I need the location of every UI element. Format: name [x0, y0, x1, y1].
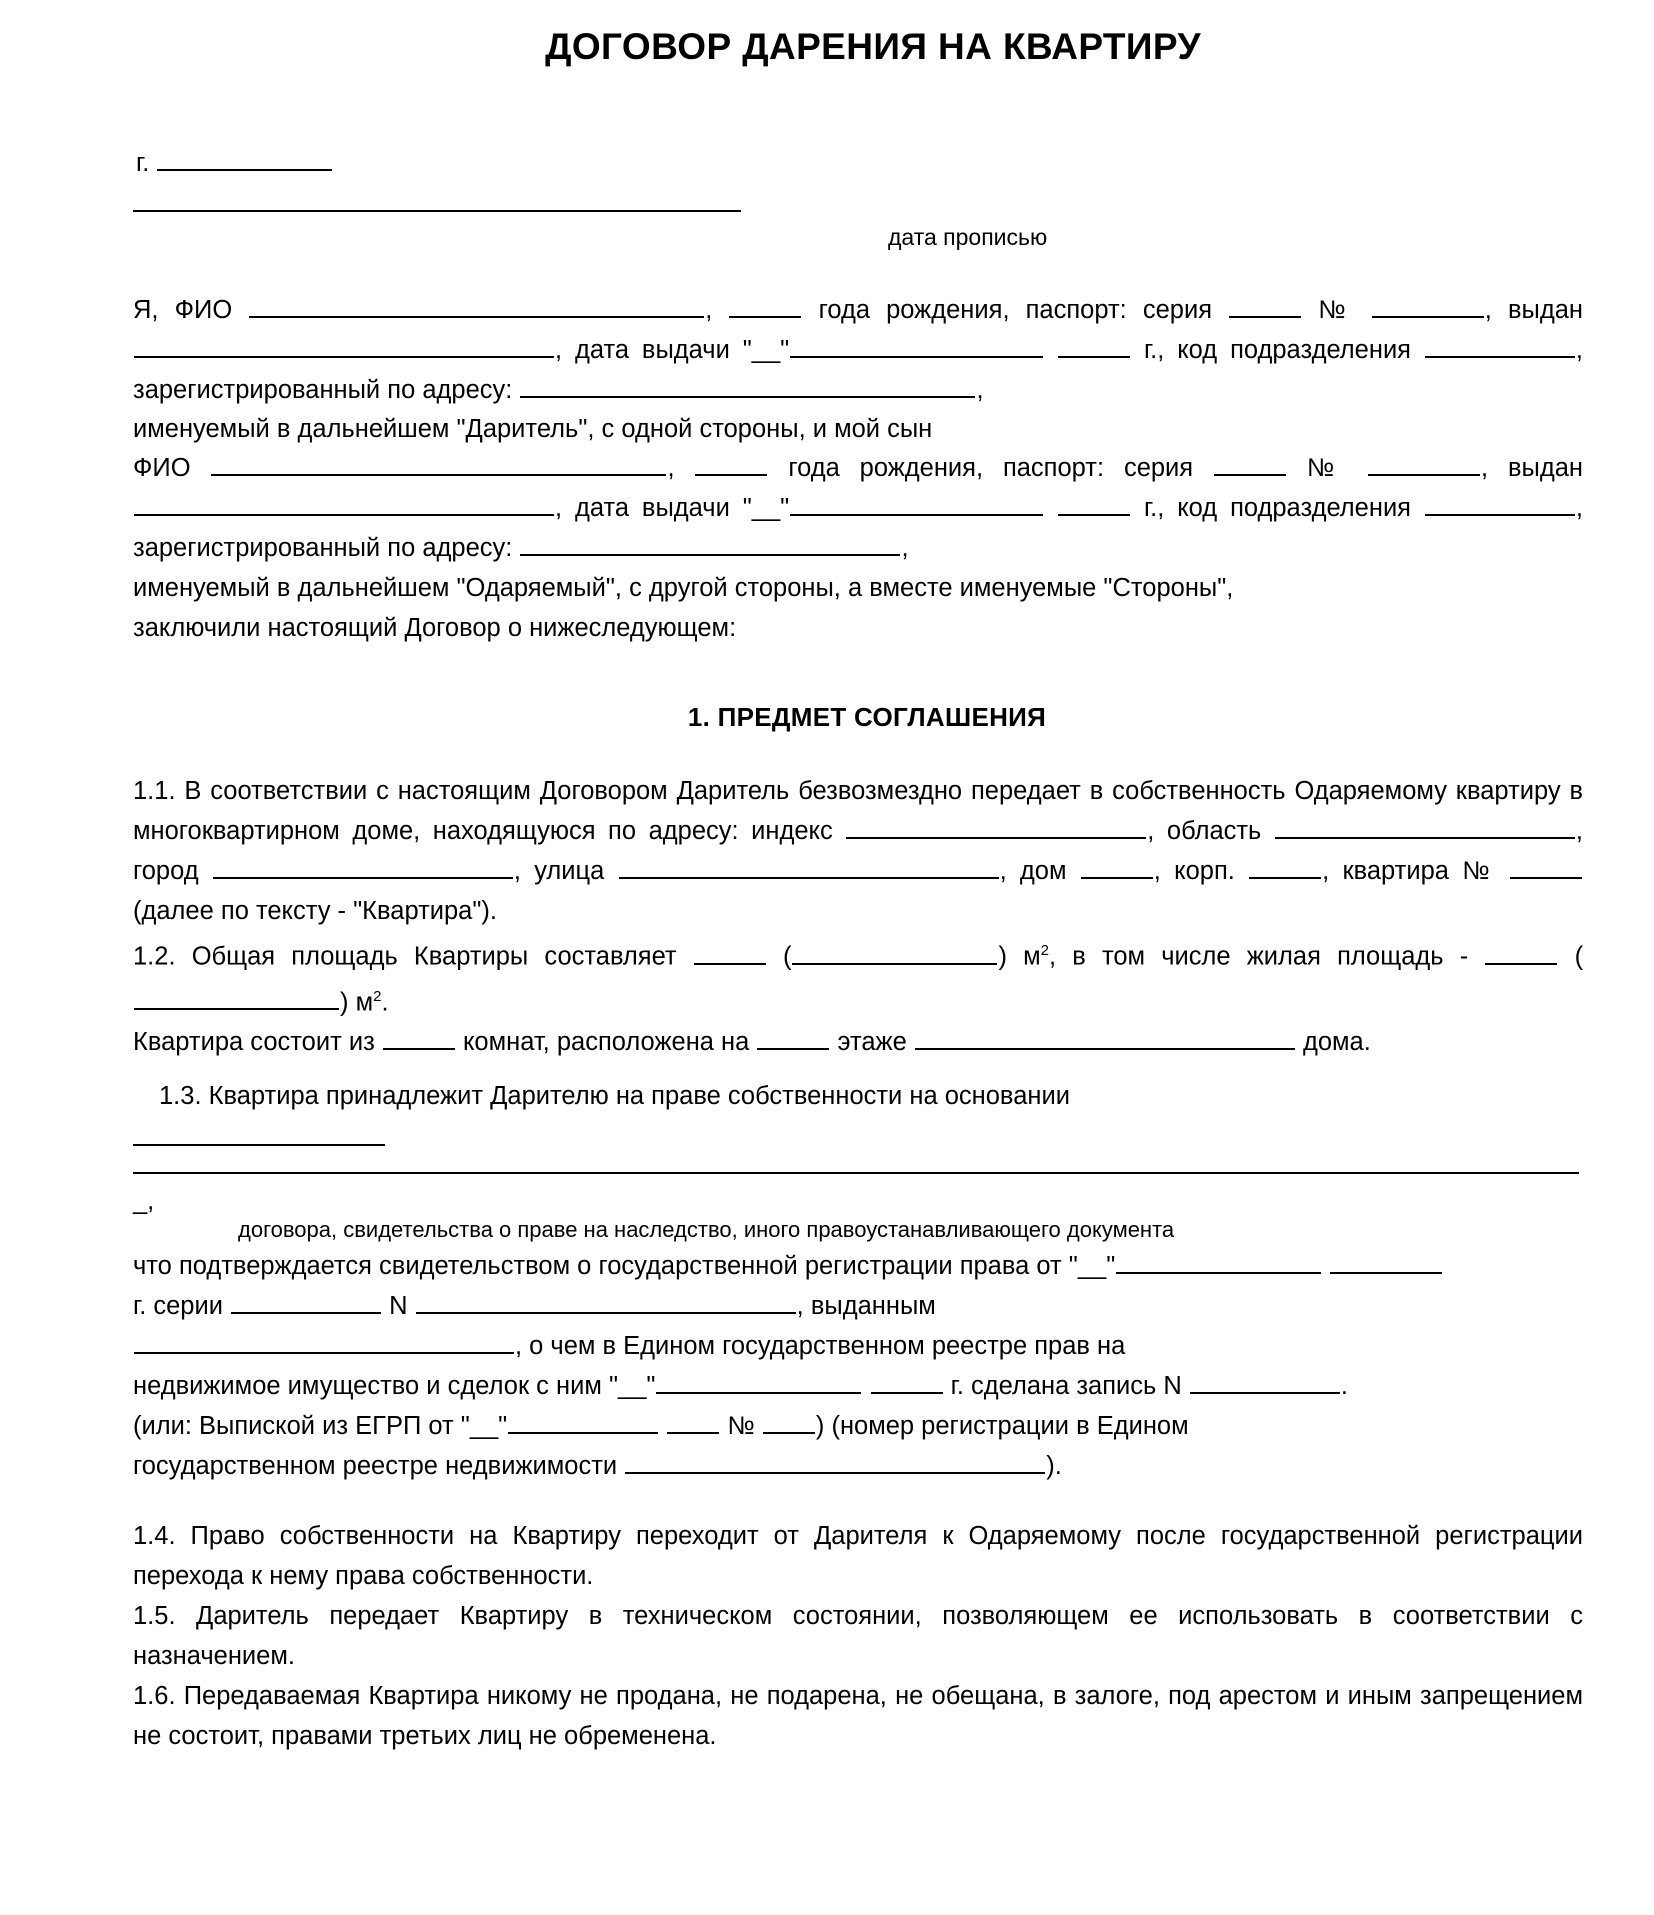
region-label: область	[1166, 817, 1262, 845]
preamble-paragraph	[133, 290, 1583, 410]
donor-passport-series-field[interactable]	[1229, 295, 1301, 318]
donee-birthyear-field[interactable]	[695, 453, 767, 476]
egrn-registry-label: государственном реестре недвижимости	[133, 1452, 618, 1480]
egrp-property-label: недвижимое имущество и сделок с ним "__"	[133, 1372, 656, 1400]
certificate-issued-by-label: , выданным	[796, 1292, 936, 1320]
donee-code-label: г., код	[1143, 494, 1218, 522]
comma-1: ,	[705, 296, 713, 324]
donee-passport-series-field[interactable]	[1214, 453, 1286, 476]
city-prefix-label: г.	[136, 149, 150, 177]
donee-issue-year-field[interactable]	[1058, 493, 1130, 516]
egrp-extract-year-field[interactable]	[667, 1411, 719, 1434]
house-field[interactable]	[1081, 856, 1153, 879]
total-area-digits-field[interactable]	[694, 942, 766, 965]
city-line	[133, 146, 1583, 180]
certificate-issuer-field[interactable]	[134, 1331, 514, 1354]
number-sign-2: №	[1306, 454, 1348, 482]
egrp-record-number-field[interactable]	[1190, 1371, 1340, 1394]
document-body	[133, 0, 1583, 1756]
clause-1-1-text-part2: Одаряемому квартиру в многоквартирном доме, находящуюся по адресу: индекс	[133, 777, 1583, 845]
apartment-definition-note: (далее по тексту - "Квартира").	[133, 897, 497, 925]
agreement-conclusion-line: заключили настоящий Договор о нижеследующем:	[133, 614, 737, 642]
certificate-series-label: г. серии	[133, 1292, 223, 1320]
rooms-floor-line	[133, 1022, 1583, 1062]
postal-index-field[interactable]	[846, 816, 1146, 839]
donor-birthyear-field[interactable]	[729, 295, 801, 318]
donor-issue-date-label: , дата выдачи "__"	[555, 336, 790, 364]
donor-fio-field[interactable]	[249, 295, 704, 318]
city-field[interactable]	[213, 856, 513, 879]
region-field[interactable]	[1275, 816, 1575, 839]
house-label: , дом	[999, 857, 1067, 885]
clause-1-6	[133, 1676, 1583, 1756]
certificate-date-field[interactable]	[1116, 1251, 1321, 1274]
donee-subdivision-label: подразделения	[1230, 494, 1411, 522]
section-1-heading: 1. ПРЕДМЕТ СОГЛАШЕНИЯ	[687, 702, 1047, 732]
clause-1-5-text-part1: 1.5. Даритель передает Квартиру в техническом состоянии, позволяющем ее использовать в	[133, 1602, 1373, 1630]
egrp-extract-label: (или: Выпиской из ЕГРП от "__"	[133, 1412, 508, 1440]
clause-1-4-text-part2: государственной регистрации перехода к нему права собственности.	[133, 1522, 1583, 1590]
number-sign-1: №	[1318, 296, 1355, 324]
floor-label: комнат, расположена на	[462, 1028, 750, 1056]
apartment-number-label: , квартира №	[1322, 857, 1496, 885]
building-label: корп.	[1174, 857, 1235, 885]
living-area-digits-field[interactable]	[1485, 942, 1557, 965]
egrn-registration-number-field[interactable]	[625, 1451, 1045, 1474]
comma-5: ,	[1147, 817, 1155, 845]
donor-birth-passport-label: года рождения, паспорт: серия	[818, 296, 1213, 324]
number-sign-3: №	[727, 1412, 755, 1440]
paren-close-2: )	[340, 988, 349, 1016]
egrp-record-number-label: г. сделана запись N	[950, 1372, 1182, 1400]
apartment-number-field[interactable]	[1510, 856, 1582, 879]
building-field[interactable]	[1249, 856, 1321, 879]
donor-subdivision-label: подразделения	[1230, 336, 1411, 364]
donee-fio-field[interactable]	[211, 453, 666, 476]
donor-subdivision-code-field[interactable]	[1425, 335, 1575, 358]
egrp-record-year-field[interactable]	[871, 1371, 943, 1394]
clause-1-6-text-part2: иным запрещением не состоит, правами третьих лиц не обременена.	[133, 1682, 1583, 1750]
donor-issue-year-field[interactable]	[1058, 335, 1130, 358]
city-label: , город	[133, 817, 1583, 885]
donor-issued-by-field[interactable]	[134, 335, 554, 358]
donor-address-field[interactable]	[520, 375, 975, 398]
comma-3: ,	[667, 454, 675, 482]
egrp-intro-label: , о чем в Едином государственном реестре прав на	[515, 1332, 1126, 1360]
certificate-number-field[interactable]	[416, 1291, 796, 1314]
egrp-record-date-field[interactable]	[656, 1371, 861, 1394]
rooms-label: Квартира состоит из	[133, 1028, 375, 1056]
area-unit-1: м	[1023, 942, 1041, 971]
donee-paragraph	[133, 448, 1583, 568]
registration-record-line	[133, 1366, 1583, 1406]
date-caption: дата прописью	[888, 224, 1048, 250]
registration-issuer-line	[133, 1326, 1583, 1366]
ownership-basis-blank-short[interactable]	[133, 1144, 385, 1146]
comma-6: ,	[1153, 857, 1161, 885]
donor-passport-number-field[interactable]	[1372, 295, 1484, 318]
egrn-registry-line	[133, 1446, 1583, 1486]
donor-issue-date-field[interactable]	[790, 335, 1043, 358]
donee-issue-date-field[interactable]	[790, 493, 1043, 516]
floor-number-field[interactable]	[757, 1027, 829, 1050]
area-unit-superscript-1: 2	[1040, 942, 1050, 959]
donor-fio-label: Я, ФИО	[133, 296, 233, 324]
street-label: , улица	[513, 857, 605, 885]
donee-subdivision-code-field[interactable]	[1425, 493, 1575, 516]
paren-open-2: (	[1574, 942, 1584, 971]
ownership-basis-dash-comma: _,	[133, 1187, 155, 1215]
registration-series-line	[133, 1286, 1583, 1326]
donor-designation-line: именуемый в дальнейшем "Даритель", с одной стороны, и мой сын	[133, 415, 933, 443]
paren-close-1: )	[998, 942, 1007, 971]
clause-1-2	[133, 931, 1583, 1022]
donee-birth-passport-label: года рождения, паспорт: серия	[788, 454, 1194, 482]
ownership-basis-caption: договора, свидетельства о праве на наследство, иного правоустанавливающего документа	[238, 1217, 1175, 1242]
page-title: ДОГОВОР ДАРЕНИЯ НА КВАРТИРУ	[545, 26, 1201, 67]
clause-1-2-label: 1.2. Общая площадь Квартиры составляет	[133, 942, 677, 971]
paren-close-3: ).	[1046, 1452, 1062, 1480]
street-field[interactable]	[619, 856, 999, 879]
egrn-intro-label: ) (номер регистрации в Едином	[815, 1412, 1189, 1440]
clause-1-2-living-label: , в том числе жилая	[1049, 942, 1321, 971]
clause-1-5	[133, 1596, 1583, 1676]
certificate-year-field[interactable]	[1330, 1251, 1442, 1274]
donee-passport-number-field[interactable]	[1368, 453, 1480, 476]
house-word: дома.	[1302, 1028, 1371, 1056]
period-1: .	[381, 988, 389, 1016]
donee-designation-line: именуемый в дальнейшем "Одаряемый", с другой стороны, а вместе именуемые "Стороны",	[133, 574, 1234, 602]
donee-registered-label: , зарегистрированный по адресу:	[133, 494, 1583, 562]
floor-of-label: этаже	[837, 1028, 907, 1056]
city-blank-field[interactable]	[157, 148, 332, 171]
clause-1-3: 1.3. Квартира принадлежит Дарителю на праве собственности на основании	[159, 1082, 1070, 1110]
donor-code-label: г., код	[1143, 336, 1218, 364]
egrp-extract-line	[133, 1406, 1583, 1446]
donor-issued-label: , выдан	[1484, 296, 1583, 324]
rooms-count-field[interactable]	[383, 1027, 455, 1050]
clause-1-4-text-part1: 1.4. Право собственности на Квартиру переходит от Дарителя к Одаряемому после	[133, 1522, 1206, 1550]
comma-4: ,	[901, 534, 909, 562]
comma-2: ,	[976, 376, 984, 404]
living-area-label: площадь -	[1337, 942, 1469, 971]
donee-address-field[interactable]	[520, 533, 900, 556]
certificate-series-field[interactable]	[231, 1291, 381, 1314]
certificate-number-label: N	[389, 1292, 408, 1320]
area-unit-2: м	[355, 988, 374, 1016]
total-area-words-field[interactable]	[792, 942, 997, 965]
clause-1-1	[133, 771, 1583, 931]
period-2: .	[1340, 1372, 1349, 1400]
paren-open-1: (	[782, 942, 792, 971]
donee-fio-label: ФИО	[133, 454, 191, 482]
living-area-words-field[interactable]	[134, 987, 339, 1010]
clause-1-1-text-part1: 1.1. В соответствии с настоящим Договором Даритель безвозмездно передает в собственность	[133, 777, 1286, 805]
area-unit-superscript-2: 2	[373, 987, 382, 1005]
donee-issued-label: , выдан	[1480, 454, 1583, 482]
registration-certificate-paragraph	[133, 1246, 1583, 1286]
clause-1-6-text-part1: 1.6. Передаваемая Квартира никому не продана, не подарена, не обещана, в залоге, под арестом и	[133, 1682, 1340, 1710]
donee-issue-date-label: , дата выдачи "__"	[555, 494, 790, 522]
house-storeys-field[interactable]	[915, 1027, 1295, 1050]
date-blank-rule[interactable]	[133, 210, 741, 212]
egrp-extract-number-field[interactable]	[763, 1411, 815, 1434]
donor-registered-label: , зарегистрированный по адресу:	[133, 336, 1583, 404]
registration-certificate-label: что подтверждается свидетельством о государственной регистрации права от "__"	[133, 1252, 1116, 1280]
clause-1-5-text-part2: соответствии с назначением.	[133, 1602, 1583, 1670]
ownership-basis-blank-wide[interactable]	[133, 1172, 1579, 1174]
clause-1-4	[133, 1516, 1583, 1596]
egrp-extract-date-field[interactable]	[508, 1411, 658, 1434]
donee-issued-by-field[interactable]	[134, 493, 554, 516]
